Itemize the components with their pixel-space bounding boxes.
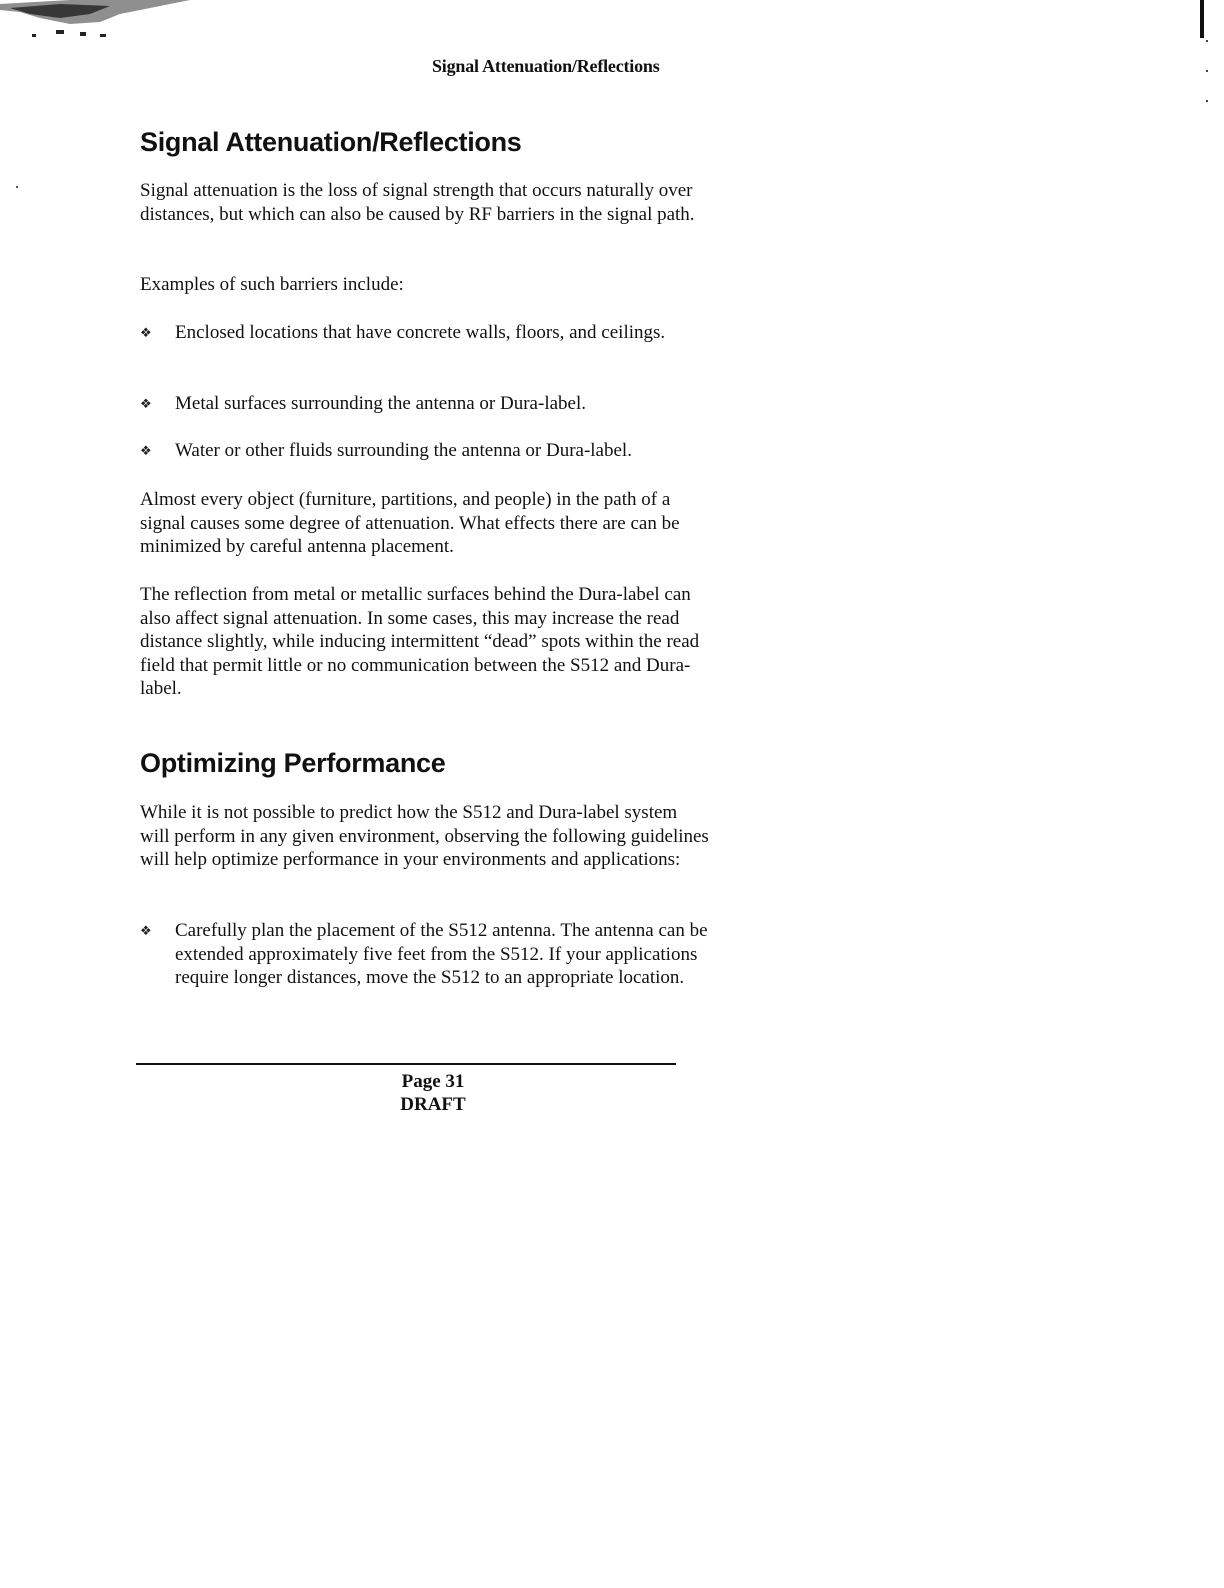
list-item-text: Metal surfaces surrounding the antenna or Dura-label. bbox=[175, 393, 586, 414]
list-item-text: Carefully plan the placement of the S512 antenna. The antenna can be extended approximately five feet from the S512. If your applications require longer distances, move the S512 to an appropriate location. bbox=[175, 920, 708, 988]
scan-edge-specks bbox=[1206, 40, 1209, 130]
optimizing-intro-paragraph: While it is not possible to predict how the S512 and Dura-label system will perform in any given environment, observing the following guidelines will help optimize performance in your environments and applications: bbox=[140, 802, 709, 870]
diamond-bullet-icon: ❖ bbox=[140, 325, 152, 340]
objects-paragraph: Almost every object (furniture, partitions, and people) in the path of a signal causes some degree of attenuation. What effects there are can be minimized by careful antenna placement. bbox=[140, 489, 680, 557]
intro-paragraph: Signal attenuation is the loss of signal strength that occurs naturally over distances, but which can also be caused by RF barriers in the signal path. bbox=[140, 180, 695, 225]
diamond-bullet-icon: ❖ bbox=[140, 443, 152, 458]
scan-smudge bbox=[0, 0, 200, 40]
examples-lead: Examples of such barriers include: bbox=[140, 274, 404, 295]
running-header: Signal Attenuation/Reflections bbox=[432, 56, 660, 76]
footer-rule bbox=[136, 1063, 676, 1065]
draft-label: DRAFT bbox=[400, 1094, 466, 1115]
diamond-bullet-icon: ❖ bbox=[140, 396, 152, 411]
page-number: Page 31 bbox=[401, 1071, 465, 1092]
scan-edge-mark bbox=[1200, 0, 1204, 38]
diamond-bullet-icon: ❖ bbox=[140, 923, 152, 938]
section-heading-optimizing-performance: Optimizing Performance bbox=[140, 748, 446, 778]
reflection-paragraph: The reflection from metal or metallic surfaces behind the Dura-label can also affect signal attenuation. In some cases, this may increase the read distance slightly, while inducing intermittent “dead” spots within the read field that permit little or no communication between the S512 and Dura-label. bbox=[140, 584, 700, 699]
section-heading-signal-attenuation: Signal Attenuation/Reflections bbox=[140, 127, 522, 157]
list-item-text: Water or other fluids surrounding the antenna or Dura-label. bbox=[175, 440, 632, 461]
scan-margin-speck bbox=[16, 186, 18, 188]
list-item-text: Enclosed locations that have concrete walls, floors, and ceilings. bbox=[175, 322, 666, 343]
